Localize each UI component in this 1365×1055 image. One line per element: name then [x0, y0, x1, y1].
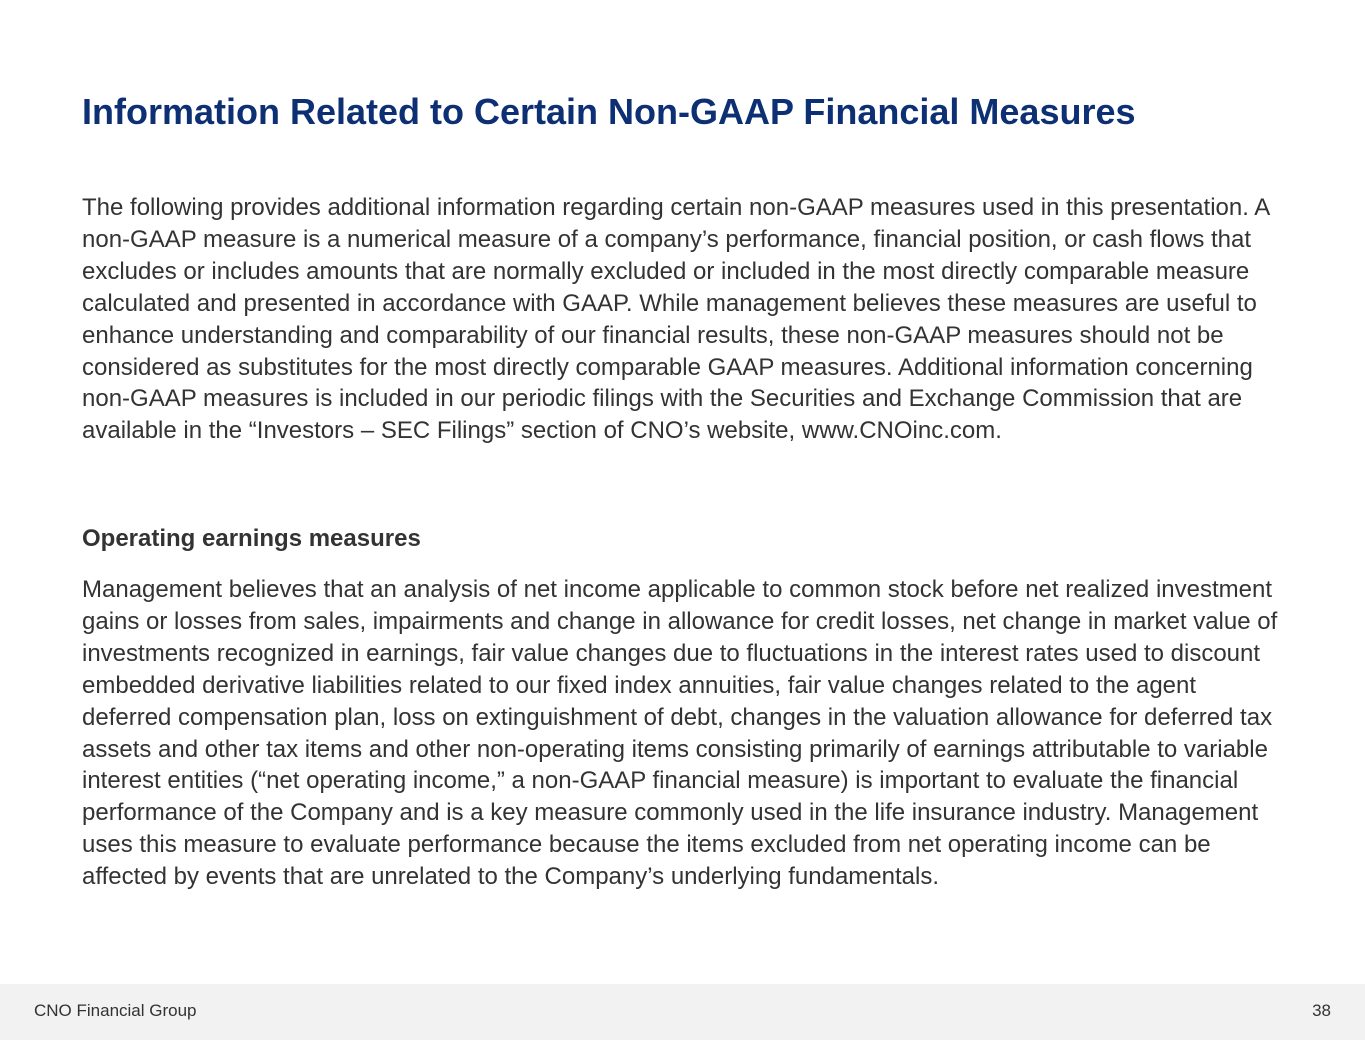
slide-title: Information Related to Certain Non-GAAP Financial Measures — [82, 91, 1136, 132]
footer-company-name: CNO Financial Group — [34, 1001, 197, 1020]
intro-paragraph: The following provides additional information regarding certain non-GAAP measures used in this presentation. A non-GAAP measure is a numerical measure of a company’s performance, financial position, or cash flows that excludes or includes amounts that are normally excluded or included in the most directly comparable measure calculated and presented in accordance with GAAP. While management believes these measures are useful to enhance understanding and comparability of our financial results, these non-GAAP measures should not be considered as substitutes for the most directly comparable GAAP measures. Additional information concerning non-GAAP measures is included in our periodic filings with the Securities and Exchange Commission that are available in the “Investors – SEC Filings” section of CNO’s website, www.CNOinc.com. — [82, 194, 1269, 445]
section-paragraph: Management believes that an analysis of net income applicable to common stock before net realized investment gains or losses from sales, impairments and change in allowance for credit losses, net change in market value of investments recognized in earnings, fair value changes due to fluctuations in the interest rates used to discount embedded derivative liabilities related to our fixed index annuities, fair value changes related to the agent deferred compensation plan, loss on extinguishment of debt, changes in the valuation allowance for deferred tax assets and other tax items and other non-operating items consisting primarily of earnings attributable to variable interest entities (“net operating income,” a non-GAAP financial measure) is important to evaluate the financial performance of the Company and is a key measure commonly used in the life insurance industry. Management uses this measure to evaluate performance because the items excluded from net operating income can be affected by events that are unrelated to the Company’s underlying fundamentals. — [82, 576, 1278, 891]
footer-bar — [0, 984, 1365, 1040]
page-number: 38 — [1312, 1001, 1331, 1020]
section-heading: Operating earnings measures — [82, 525, 421, 552]
